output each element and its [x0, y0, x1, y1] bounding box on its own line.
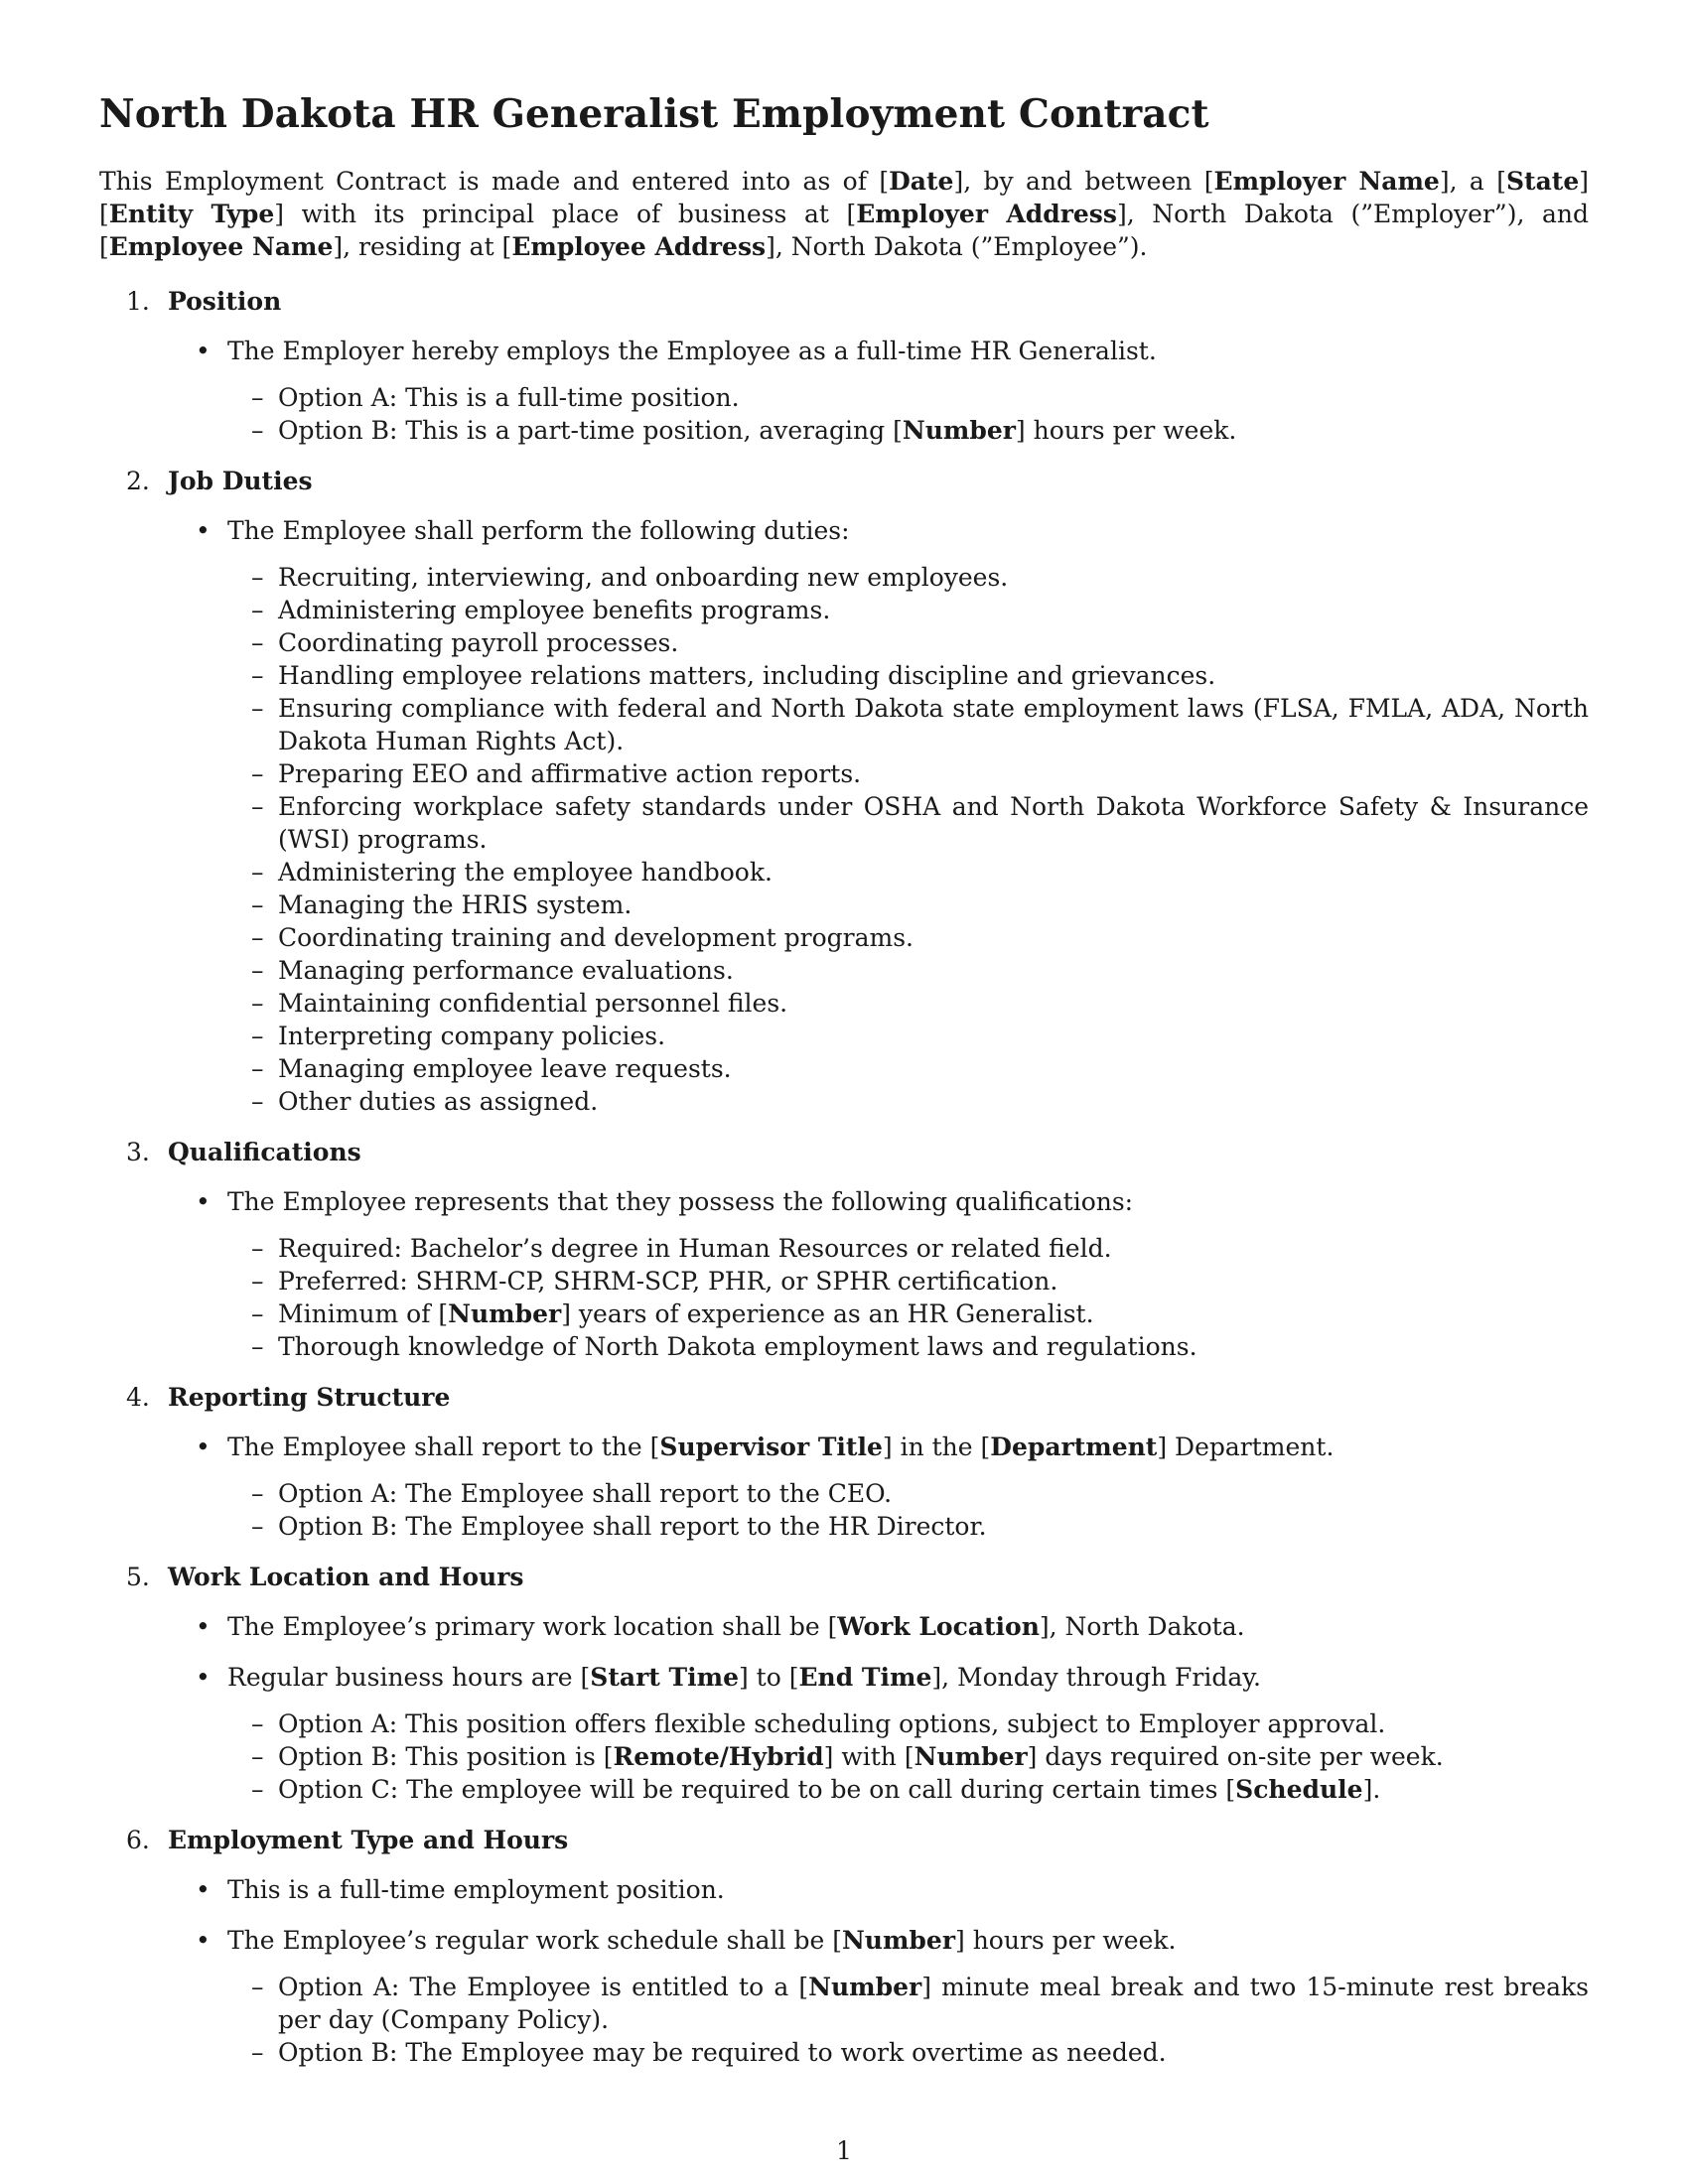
text-run: Administering employee benefits programs. — [278, 596, 831, 624]
sub-item — [227, 1085, 1589, 1118]
sub-item — [227, 381, 1589, 414]
bullet-item — [168, 1610, 1589, 1643]
text-run: The Employee shall perform the following duties: — [227, 516, 850, 545]
placeholder-field: Number — [914, 1742, 1028, 1771]
section-number: 1. — [126, 287, 150, 316]
placeholder-field: Number — [448, 1299, 562, 1328]
text-run: Option B: This position is [ — [278, 1742, 614, 1771]
sub-item — [227, 1297, 1589, 1330]
text-run: ] hours per week. — [1015, 416, 1237, 445]
dash-icon: – — [251, 1332, 264, 1361]
bullet-list — [168, 1873, 1589, 2069]
text-run: Recruiting, interviewing, and onboarding new employees. — [278, 563, 1009, 592]
sub-item — [227, 1232, 1589, 1265]
text-run: Option A: The Employee is entitled to a [ — [278, 1973, 809, 2001]
sub-list — [227, 1477, 1589, 1543]
dash-icon: – — [251, 1479, 264, 1508]
text-run: The Employee’s regular work schedule shall be [ — [227, 1926, 842, 1955]
text-run: Thorough knowledge of North Dakota employment laws and regulations. — [278, 1332, 1197, 1361]
sub-item — [227, 1265, 1589, 1297]
section-number: 3. — [126, 1138, 150, 1166]
text-run: Required: Bachelor’s degree in Human Resources or related field. — [278, 1234, 1112, 1263]
bullet-list — [168, 335, 1589, 447]
dash-icon: – — [251, 628, 264, 657]
sub-item — [227, 1020, 1589, 1052]
dash-icon: – — [251, 1512, 264, 1541]
bullet-item — [168, 1431, 1589, 1543]
sub-item — [227, 692, 1589, 757]
text-run: ], residing at [ — [333, 232, 512, 261]
sub-item — [227, 954, 1589, 987]
placeholder-field: Schedule — [1235, 1775, 1363, 1804]
bullet-icon: • — [196, 1926, 211, 1955]
sub-item — [227, 1330, 1589, 1363]
bullet-icon: • — [196, 1612, 211, 1641]
dash-icon: – — [251, 383, 264, 412]
text-run: Interpreting company policies. — [278, 1022, 666, 1050]
sub-item — [227, 1971, 1589, 2036]
bullet-text — [227, 1185, 1589, 1218]
placeholder-field: Supervisor Title — [659, 1433, 883, 1461]
bullet-text — [227, 1924, 1589, 1957]
text-run: ] with [ — [823, 1742, 914, 1771]
intro-paragraph — [99, 165, 1589, 263]
text-run: Managing employee leave requests. — [278, 1054, 732, 1083]
sub-item — [227, 1052, 1589, 1085]
placeholder-field: Start Time — [590, 1663, 739, 1692]
section-item — [99, 1136, 1589, 1363]
text-run: The Employer hereby employs the Employee as a full-time HR Generalist. — [227, 337, 1157, 365]
placeholder-field: Number — [902, 416, 1016, 445]
sub-item — [227, 1707, 1589, 1740]
placeholder-field: Employee Name — [108, 232, 334, 261]
sub-item — [227, 1510, 1589, 1543]
text-run: ] hours per week. — [955, 1926, 1177, 1955]
sub-item — [227, 790, 1589, 856]
text-run: Option C: The employee will be required to be on call during certain times [ — [278, 1775, 1236, 1804]
bullet-text — [227, 335, 1589, 367]
sub-item — [227, 2036, 1589, 2069]
bullet-text — [227, 514, 1589, 547]
bullet-item — [168, 335, 1589, 447]
sub-item — [227, 757, 1589, 790]
text-run: [ — [879, 167, 890, 196]
bullet-text — [227, 1431, 1589, 1463]
placeholder-field: Remote/Hybrid — [613, 1742, 824, 1771]
bullet-icon: • — [196, 516, 211, 545]
text-run: The Employee’s primary work location shall be [ — [227, 1612, 838, 1641]
dash-icon: – — [251, 858, 264, 887]
placeholder-field: Date — [889, 167, 954, 196]
sub-item — [227, 626, 1589, 659]
bullet-icon: • — [196, 1875, 211, 1904]
bullet-text — [227, 1610, 1589, 1643]
dash-icon: – — [251, 1267, 264, 1296]
dash-icon: – — [251, 2038, 264, 2067]
dash-icon: – — [251, 596, 264, 624]
bullet-icon: • — [196, 337, 211, 365]
dash-icon: – — [251, 563, 264, 592]
placeholder-field: End Time — [798, 1663, 932, 1692]
bullet-item — [168, 1185, 1589, 1363]
dash-icon: – — [251, 989, 264, 1018]
section-item — [99, 1381, 1589, 1543]
sub-item — [227, 987, 1589, 1020]
dash-icon: – — [251, 661, 264, 690]
text-run: ], North Dakota. — [1039, 1612, 1245, 1641]
placeholder-field: Employee Address — [511, 232, 767, 261]
text-run: ], North Dakota (”Employee”). — [766, 232, 1148, 261]
text-run: Regular business hours are [ — [227, 1663, 591, 1692]
placeholder-field: Department — [990, 1433, 1158, 1461]
dash-icon: – — [251, 1742, 264, 1771]
text-run: ] days required on-site per week. — [1027, 1742, 1444, 1771]
text-run: [ — [1203, 167, 1214, 196]
bullet-icon: • — [196, 1187, 211, 1216]
text-run: Option A: This position offers flexible scheduling options, subject to Employer approval. — [278, 1709, 1386, 1738]
sub-item — [227, 1477, 1589, 1510]
text-run: This is a full-time employment position. — [227, 1875, 725, 1904]
text-run: Ensuring compliance with federal and North Dakota state employment laws (FLSA, FMLA, ADA, North Dakota Human Rights Act). — [278, 694, 1589, 755]
sub-item — [227, 888, 1589, 921]
bullet-text — [227, 1661, 1589, 1694]
placeholder-field: State — [1505, 167, 1580, 196]
dash-icon: – — [251, 1087, 264, 1116]
bullet-list — [168, 1431, 1589, 1543]
bullet-list — [168, 514, 1589, 1118]
text-run: ], by and between — [953, 167, 1204, 196]
text-run: Coordinating payroll processes. — [278, 628, 679, 657]
dash-icon: – — [251, 1709, 264, 1738]
text-run: ], Monday through Friday. — [931, 1663, 1261, 1692]
section-title: Employment Type and Hours — [168, 1826, 569, 1854]
text-run: ] minute meal break and two 15-minute rest breaks per day (Company Policy). — [278, 1973, 1589, 2034]
dash-icon: – — [251, 890, 264, 919]
text-run: The Employee shall report to the [ — [227, 1433, 660, 1461]
bullet-item — [168, 1924, 1589, 2069]
text-run: ], North Dakota (”Employer”), and [ — [99, 200, 1590, 261]
sub-item — [227, 659, 1589, 692]
text-run: Managing the HRIS system. — [278, 890, 633, 919]
bullet-item — [168, 514, 1589, 1118]
bullet-icon: • — [196, 1663, 211, 1692]
placeholder-field: Employer Name — [1213, 167, 1440, 196]
sub-item — [227, 1773, 1589, 1806]
text-run: Preparing EEO and affirmative action reports. — [278, 759, 862, 788]
sections-list — [99, 285, 1589, 2069]
placeholder-field: Entity Type — [108, 200, 275, 228]
text-run: ] to [ — [738, 1663, 799, 1692]
sub-item — [227, 594, 1589, 626]
document-title: North Dakota HR Generalist Employment Contract — [99, 91, 1209, 137]
text-run: Enforcing workplace safety standards under OSHA and North Dakota Workforce Safety & Insurance (WSI) programs. — [278, 792, 1589, 854]
sub-item — [227, 921, 1589, 954]
bullet-list — [168, 1610, 1589, 1806]
section-number: 5. — [126, 1563, 150, 1591]
text-run: Option B: The Employee may be required to work overtime as needed. — [278, 2038, 1167, 2067]
text-run: Coordinating training and development programs. — [278, 923, 914, 952]
text-run: ] with its principal place of business at [ — [274, 200, 857, 228]
bullet-icon: • — [196, 1433, 211, 1461]
placeholder-field: Number — [808, 1973, 922, 2001]
sub-list — [227, 1232, 1589, 1363]
dash-icon: – — [251, 923, 264, 952]
section-item — [99, 465, 1589, 1118]
dash-icon: – — [251, 1234, 264, 1263]
placeholder-field: Employer Address — [856, 200, 1117, 228]
text-run: Option A: The Employee shall report to the CEO. — [278, 1479, 893, 1508]
sub-item — [227, 856, 1589, 888]
section-number: 6. — [126, 1826, 150, 1854]
dash-icon: – — [251, 1299, 264, 1328]
sub-item — [227, 414, 1589, 447]
section-item — [99, 285, 1589, 447]
sub-item — [227, 1740, 1589, 1773]
sub-list — [227, 1971, 1589, 2069]
section-item — [99, 1824, 1589, 2069]
text-run: Option B: This is a part-time position, averaging [ — [278, 416, 903, 445]
dash-icon: – — [251, 1973, 264, 2001]
sub-list — [227, 1707, 1589, 1806]
placeholder-field: Number — [841, 1926, 955, 1955]
text-run: ] in the [ — [882, 1433, 991, 1461]
sub-list — [227, 561, 1589, 1118]
section-title: Work Location and Hours — [168, 1563, 524, 1591]
text-run: ], a — [1439, 167, 1497, 196]
document-page — [99, 91, 1589, 2087]
text-run: Other duties as assigned. — [278, 1087, 599, 1116]
section-title: Position — [168, 287, 282, 316]
text-run: Option B: The Employee shall report to the HR Director. — [278, 1512, 987, 1541]
bullet-list — [168, 1185, 1589, 1363]
dash-icon: – — [251, 1022, 264, 1050]
text-run: ]. — [1362, 1775, 1381, 1804]
dash-icon: – — [251, 1775, 264, 1804]
text-run: The Employee represents that they possess the following qualifications: — [227, 1187, 1134, 1216]
dash-icon: – — [251, 1054, 264, 1083]
text-run: Handling employee relations matters, including discipline and grievances. — [278, 661, 1216, 690]
bullet-item — [168, 1873, 1589, 1906]
bullet-text — [227, 1873, 1589, 1906]
dash-icon: – — [251, 694, 264, 723]
text-run: Maintaining confidential personnel files. — [278, 989, 788, 1018]
dash-icon: – — [251, 416, 264, 445]
section-title: Qualifications — [168, 1138, 361, 1166]
sub-list — [227, 381, 1589, 447]
dash-icon: – — [251, 792, 264, 821]
text-run: Managing performance evaluations. — [278, 956, 734, 985]
text-run: Minimum of [ — [278, 1299, 449, 1328]
text-run: Option A: This is a full-time position. — [278, 383, 740, 412]
text-run: [ — [1496, 167, 1506, 196]
text-run: Preferred: SHRM-CP, SHRM-SCP, PHR, or SPHR certification. — [278, 1267, 1058, 1296]
section-item — [99, 1561, 1589, 1806]
text-run: This Employment Contract is made and entered into as of — [99, 167, 880, 196]
dash-icon: – — [251, 956, 264, 985]
section-number: 2. — [126, 467, 150, 495]
dash-icon: – — [251, 759, 264, 788]
sub-item — [227, 561, 1589, 594]
section-title: Reporting Structure — [168, 1383, 451, 1412]
text-run: ] years of experience as an HR Generalist. — [561, 1299, 1094, 1328]
section-number: 4. — [126, 1383, 150, 1412]
bullet-item — [168, 1661, 1589, 1806]
page-number: 1 — [836, 2136, 852, 2165]
section-title: Job Duties — [168, 467, 313, 495]
text-run: ] Department. — [1157, 1433, 1335, 1461]
text-run: Administering the employee handbook. — [278, 858, 773, 887]
text-run: ] [ — [99, 167, 1590, 228]
placeholder-field: Work Location — [837, 1612, 1040, 1641]
